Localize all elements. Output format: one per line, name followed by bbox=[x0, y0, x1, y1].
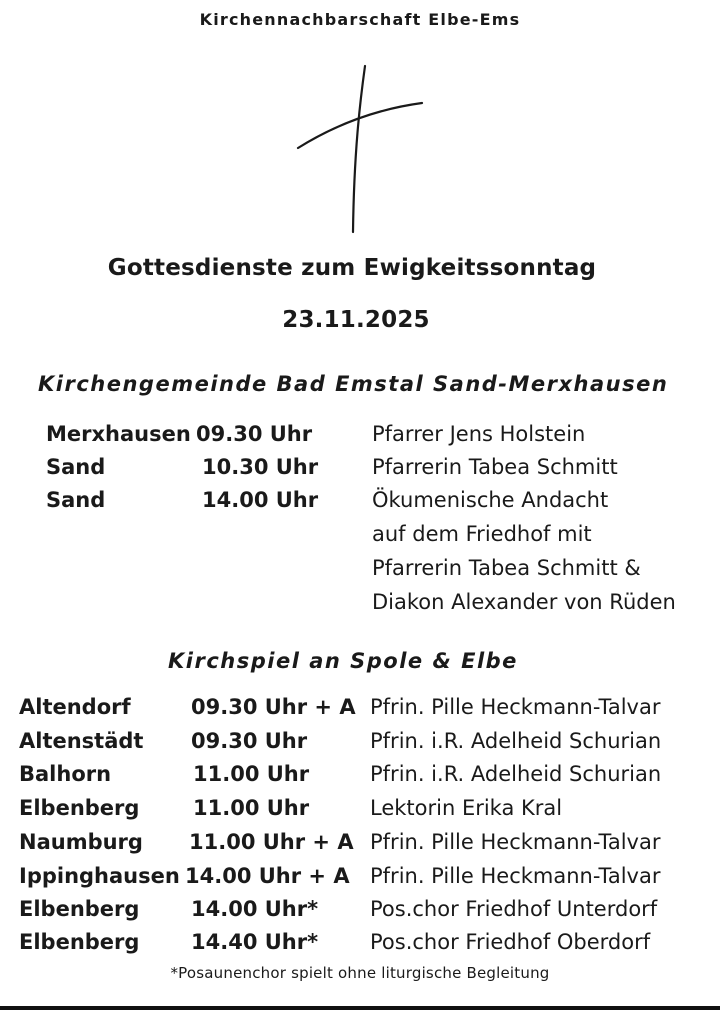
row-place: Ippinghausen bbox=[19, 864, 180, 888]
row-person: Pfarrerin Tabea Schmitt bbox=[372, 455, 618, 479]
row-place: Elbenberg bbox=[19, 930, 140, 954]
row-person: Pfrin. Pille Heckmann-Talvar bbox=[370, 864, 661, 888]
row-person: Pfrin. Pille Heckmann-Talvar bbox=[370, 695, 661, 719]
section-heading-spole-elbe: Kirchspiel an Spole & Elbe bbox=[168, 649, 518, 673]
row-person: Pfrin. i.R. Adelheid Schurian bbox=[370, 729, 662, 753]
row-person: Pfrin. i.R. Adelheid Schurian bbox=[370, 762, 662, 786]
event-date: 23.11.2025 bbox=[282, 307, 430, 333]
row-time: 14.00 Uhr bbox=[202, 488, 319, 512]
row-place: Altendorf bbox=[19, 695, 131, 719]
row-person: Ökumenische Andacht bbox=[372, 488, 609, 512]
page-title: Gottesdienste zum Ewigkeitssonntag bbox=[107, 255, 597, 281]
row-place: Naumburg bbox=[19, 830, 143, 854]
row-time: 09.30 Uhr bbox=[191, 729, 308, 753]
row-person: Pfarrer Jens Holstein bbox=[372, 422, 586, 446]
section-heading-sand-merxhausen: Kirchengemeinde Bad Emstal Sand-Merxhausen bbox=[38, 372, 669, 396]
row-time: 11.00 Uhr + A bbox=[189, 830, 354, 854]
row-person: Pos.chor Friedhof Unterdorf bbox=[370, 897, 658, 921]
row-time: 11.00 Uhr bbox=[193, 762, 310, 786]
row-time: 11.00 Uhr bbox=[193, 796, 310, 820]
row-place: Altenstädt bbox=[19, 729, 144, 753]
row-person: Pfrin. Pille Heckmann-Talvar bbox=[370, 830, 661, 854]
organization-header: Kirchennachbarschaft Elbe-Ems bbox=[199, 10, 521, 29]
bottom-border bbox=[0, 1006, 720, 1010]
footnote: *Posaunenchor spielt ohne liturgische Begleitung bbox=[170, 964, 550, 982]
row-person-continuation: Diakon Alexander von Rüden bbox=[372, 590, 676, 614]
row-place: Sand bbox=[46, 488, 106, 512]
row-time: 14.00 Uhr + A bbox=[185, 864, 350, 888]
row-place: Sand bbox=[46, 455, 106, 479]
row-person: Lektorin Erika Kral bbox=[370, 796, 563, 820]
row-place: Merxhausen bbox=[46, 422, 191, 446]
row-person-continuation: Pfarrerin Tabea Schmitt & bbox=[372, 556, 641, 580]
row-place: Elbenberg bbox=[19, 796, 140, 820]
row-time: 14.00 Uhr* bbox=[191, 897, 319, 921]
cross-icon bbox=[290, 62, 430, 237]
row-person: Pos.chor Friedhof Oberdorf bbox=[370, 930, 651, 954]
row-place: Elbenberg bbox=[19, 897, 140, 921]
row-place: Balhorn bbox=[19, 762, 112, 786]
row-time: 09.30 Uhr bbox=[196, 422, 313, 446]
row-time: 09.30 Uhr + A bbox=[191, 695, 356, 719]
row-person-continuation: auf dem Friedhof mit bbox=[372, 522, 592, 546]
row-time: 14.40 Uhr* bbox=[191, 930, 319, 954]
row-time: 10.30 Uhr bbox=[202, 455, 319, 479]
